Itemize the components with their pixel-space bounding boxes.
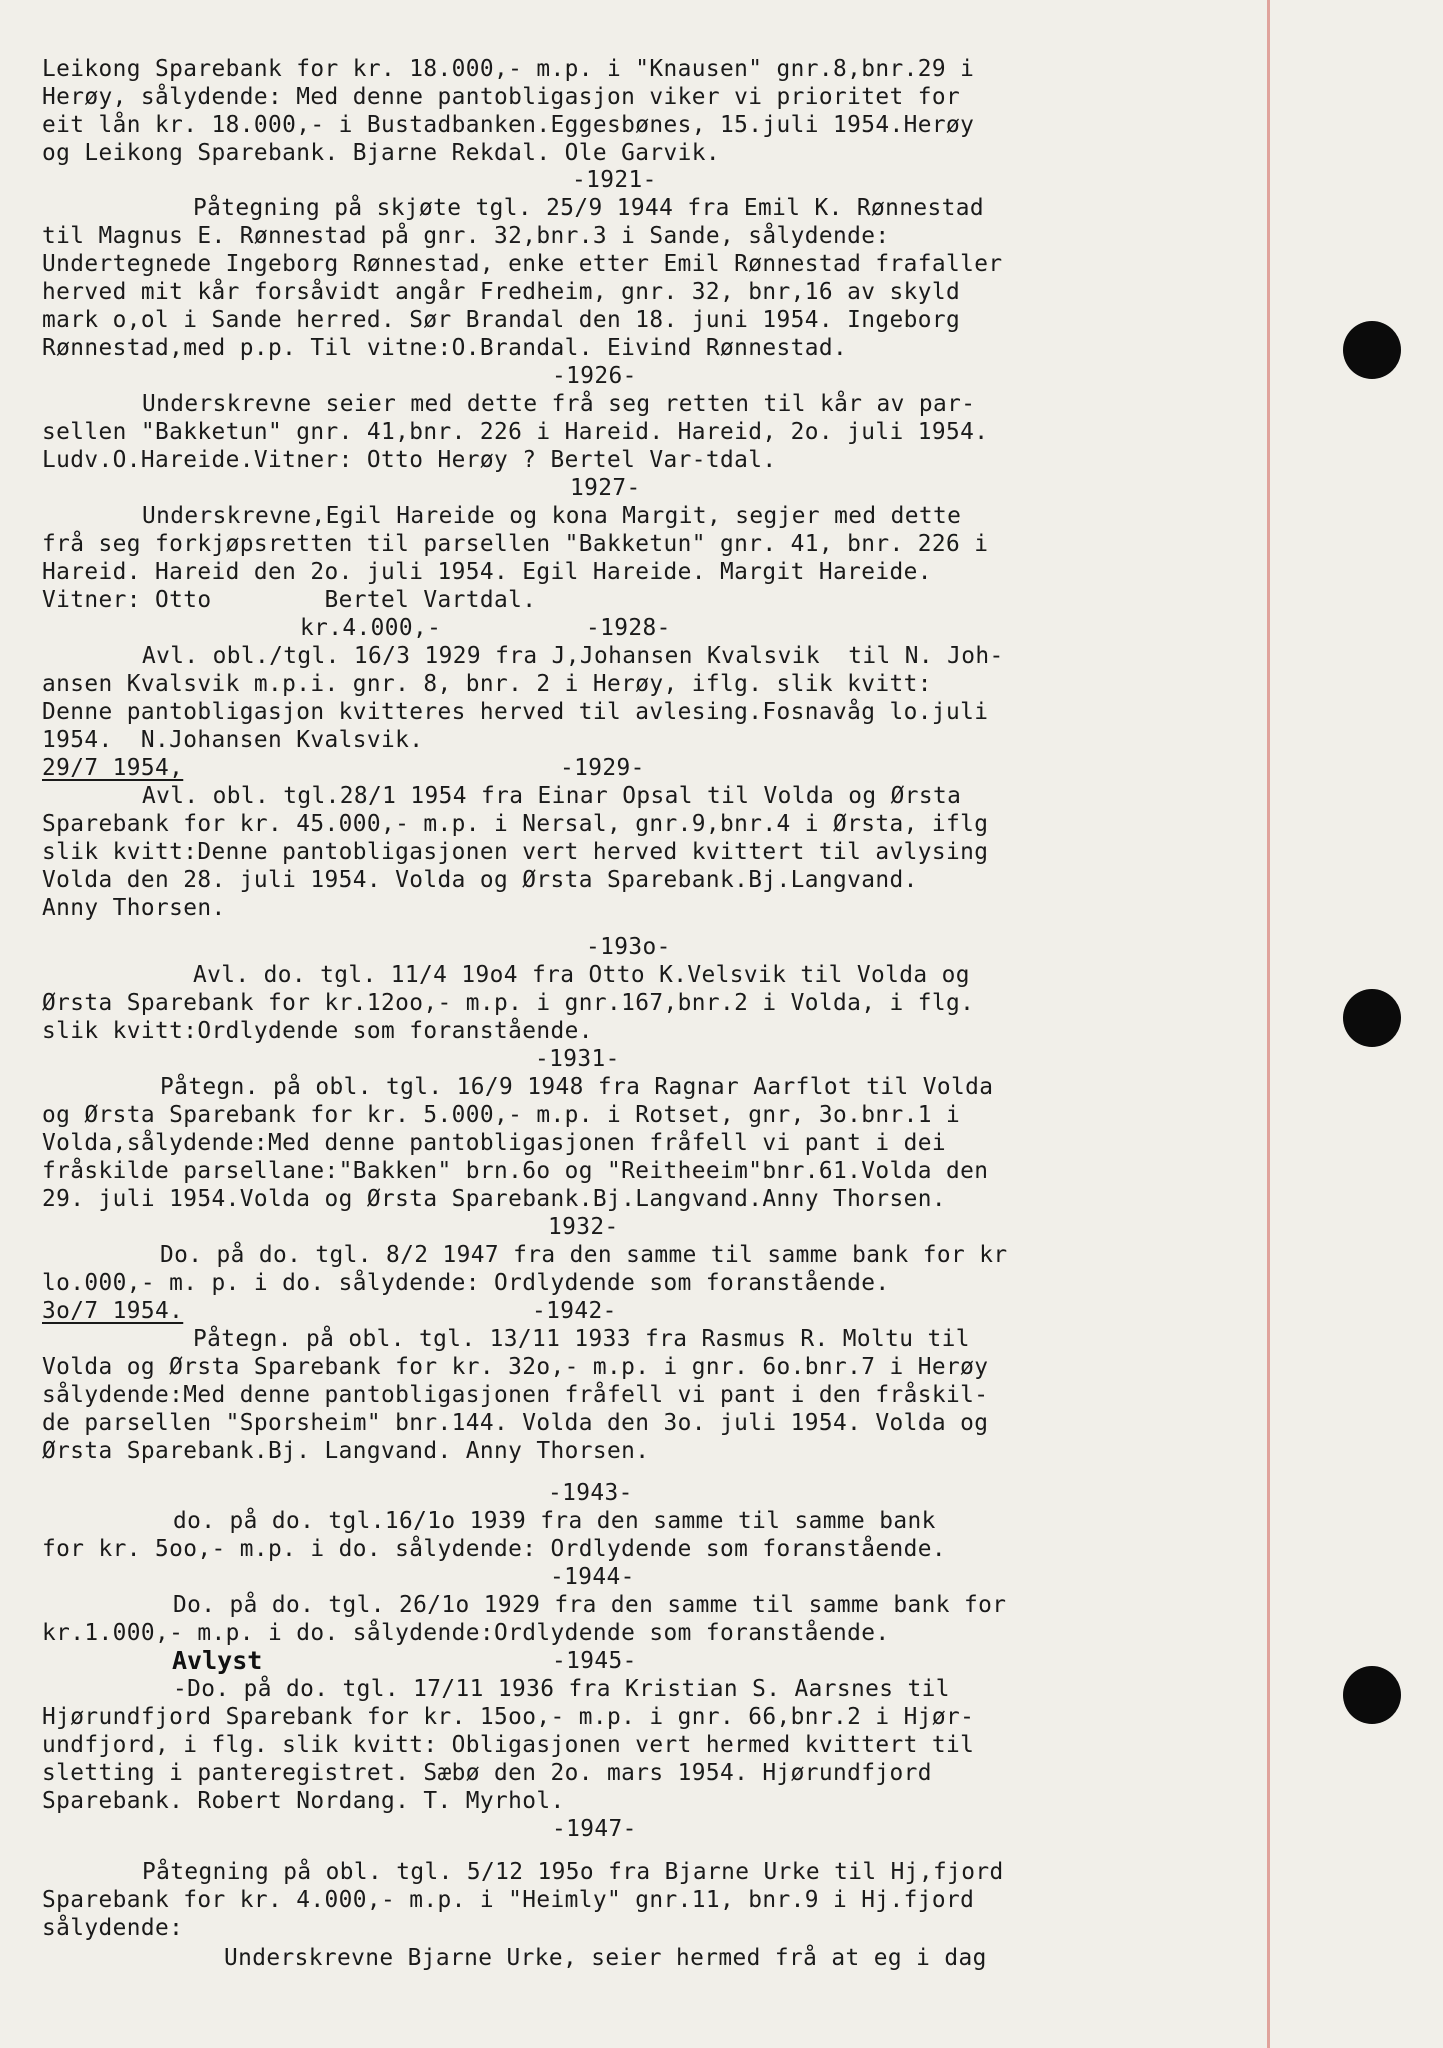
text-line: do. på do. tgl.16/1o 1939 fra den samme til samme bank xyxy=(173,1508,936,1534)
text-line: Undertegnede Ingeborg Rønnestad, enke etter Emil Rønnestad frafaller xyxy=(42,251,1003,277)
text-line: Ørsta Sparebank.Bj. Langvand. Anny Thorsen. xyxy=(42,1438,650,1464)
text-line: eit lån kr. 18.000,- i Bustadbanken.Eggesbønes, 15.juli 1954.Herøy xyxy=(42,112,975,138)
entry-number: -1944- xyxy=(550,1564,635,1590)
date-heading: 29/7 1954, xyxy=(42,755,184,781)
entry-number: -193o- xyxy=(586,934,671,960)
text-line: slik kvitt:Ordlydende som foranstående. xyxy=(42,1018,593,1044)
text-line: Ludv.O.Hareide.Vitner: Otto Herøy ? Bertel Var-tdal. xyxy=(42,447,777,473)
text-line: Do. på do. tgl. 8/2 1947 fra den samme til samme bank for kr xyxy=(160,1242,1008,1268)
text-line: de parsellen "Sporsheim" bnr.144. Volda den 3o. juli 1954. Volda og xyxy=(42,1410,989,1436)
entry-number: -1945- xyxy=(552,1648,637,1674)
entry-number: 1932- xyxy=(548,1214,619,1240)
text-line: Sparebank for kr. 45.000,- m.p. i Nersal, gnr.9,bnr.4 i Ørsta, iflg xyxy=(42,811,989,837)
text-line: Sparebank for kr. 4.000,- m.p. i "Heimly" gnr.11, bnr.9 i Hj.fjord xyxy=(42,1887,975,1913)
text-line: undfjord, i flg. slik kvitt: Obligasjonen vert hermed kvittert til xyxy=(42,1732,975,1758)
text-line: Påtegning på skjøte tgl. 25/9 1944 fra Emil K. Rønnestad xyxy=(193,195,984,221)
avlyst-stamp: Avlyst xyxy=(172,1646,263,1675)
text-line: Hareid. Hareid den 2o. juli 1954. Egil Hareide. Margit Hareide. xyxy=(42,559,932,585)
text-line: Avl. do. tgl. 11/4 19o4 fra Otto K.Velsvik til Volda og xyxy=(193,962,970,988)
text-line: 29. juli 1954.Volda og Ørsta Sparebank.Bj.Langvand.Anny Thorsen. xyxy=(42,1186,946,1212)
text-line: sålydende:Med denne pantobligasjonen fråfell vi pant i den fråskil- xyxy=(42,1382,989,1408)
entry-number: -1926- xyxy=(552,363,637,389)
text-line: for kr. 5oo,- m.p. i do. sålydende: Ordlydende som foranstående. xyxy=(42,1536,946,1562)
text-line: ansen Kvalsvik m.p.i. gnr. 8, bnr. 2 i Herøy, iflg. slik kvitt: xyxy=(42,671,932,697)
entry-number: -1928- xyxy=(586,615,671,641)
text-line: sålydende: xyxy=(42,1915,184,1941)
text-line: -Do. på do. tgl. 17/11 1936 fra Kristian S. Aarsnes til xyxy=(173,1676,950,1702)
text-line: Hjørundfjord Sparebank for kr. 15oo,- m.p. i gnr. 66,bnr.2 i Hjør- xyxy=(42,1704,975,1730)
text-line: Anny Thorsen. xyxy=(42,895,226,921)
text-line: Volda den 28. juli 1954. Volda og Ørsta Sparebank.Bj.Langvand. xyxy=(42,867,918,893)
text-line: Påtegn. på obl. tgl. 16/9 1948 fra Ragnar Aarflot til Volda xyxy=(160,1074,994,1100)
text-line: til Magnus E. Rønnestad på gnr. 32,bnr.3 i Sande, sålydende: xyxy=(42,223,890,249)
text-line: 1954. N.Johansen Kvalsvik. xyxy=(42,727,424,753)
text-line: Underskrevne Bjarne Urke, seier hermed frå at eg i dag xyxy=(224,1945,987,1971)
text-line: Volda og Ørsta Sparebank for kr. 32o,- m.p. i gnr. 6o.bnr.7 i Herøy xyxy=(42,1354,989,1380)
text-line: Herøy, sålydende: Med denne pantobligasjon viker vi prioritet for xyxy=(42,84,961,110)
text-line: sletting i panteregistret. Sæbø den 2o. mars 1954. Hjørundfjord xyxy=(42,1760,932,1786)
text-line: Underskrevne seier med dette frå seg retten til kår av par- xyxy=(142,391,976,417)
text-line: Do. på do. tgl. 26/1o 1929 fra den samme til samme bank for xyxy=(173,1592,1007,1618)
entry-number: -1942- xyxy=(532,1298,617,1324)
text-line: Volda,sålydende:Med denne pantobligasjonen fråfell vi pant i dei xyxy=(42,1130,946,1156)
text-line: Sparebank. Robert Nordang. T. Myrhol. xyxy=(42,1788,565,1814)
entry-number: -1931- xyxy=(535,1046,620,1072)
text-line: Denne pantobligasjon kvitteres herved til avlesing.Fosnavåg lo.juli xyxy=(42,699,989,725)
text-line: Leikong Sparebank for kr. 18.000,- m.p. i "Knausen" gnr.8,bnr.29 i xyxy=(42,56,975,82)
text-line: kr.1.000,- m.p. i do. sålydende:Ordlydende som foranstående. xyxy=(42,1620,890,1646)
text-line: frå seg forkjøpsretten til parsellen "Bakketun" gnr. 41, bnr. 226 i xyxy=(42,531,989,557)
text-line: herved mit kår forsåvidt angår Fredheim, gnr. 32, bnr,16 av skyld xyxy=(42,279,961,305)
date-heading: 3o/7 1954. xyxy=(42,1298,184,1324)
text-line: slik kvitt:Denne pantobligasjonen vert herved kvittert til avlysing xyxy=(42,839,989,865)
text-line: Rønnestad,med p.p. Til vitne:O.Brandal. Eivind Rønnestad. xyxy=(42,335,848,361)
amount-note: kr.4.000,- xyxy=(300,615,442,641)
text-line: Avl. obl./tgl. 16/3 1929 fra J,Johansen Kvalsvik til N. Joh- xyxy=(142,643,1004,669)
entry-number: -1929- xyxy=(560,755,645,781)
text-line: og Ørsta Sparebank for kr. 5.000,- m.p. i Rotset, gnr, 3o.bnr.1 i xyxy=(42,1102,961,1128)
text-line: Ørsta Sparebank for kr.12oo,- m.p. i gnr.167,bnr.2 i Volda, i flg. xyxy=(42,990,975,1016)
entry-number: 1927- xyxy=(570,475,641,501)
text-line: Underskrevne,Egil Hareide og kona Margit, segjer med dette xyxy=(142,503,962,529)
text-line: Vitner: Otto Bertel Vartdal. xyxy=(42,587,537,613)
entry-number: -1947- xyxy=(552,1816,637,1842)
text-line: og Leikong Sparebank. Bjarne Rekdal. Ole Garvik. xyxy=(42,140,720,166)
text-line: sellen "Bakketun" gnr. 41,bnr. 226 i Hareid. Hareid, 2o. juli 1954. xyxy=(42,419,989,445)
text-line: Påtegn. på obl. tgl. 13/11 1933 fra Rasmus R. Moltu til xyxy=(193,1326,970,1352)
text-line: mark o,ol i Sande herred. Sør Brandal den 18. juni 1954. Ingeborg xyxy=(42,307,961,333)
entry-number: -1943- xyxy=(548,1480,633,1506)
text-line: Avl. obl. tgl.28/1 1954 fra Einar Opsal til Volda og Ørsta xyxy=(142,783,962,809)
entry-number: -1921- xyxy=(572,167,657,193)
text-line: lo.000,- m. p. i do. sålydende: Ordlydende som foranstående. xyxy=(42,1270,890,1296)
text-line: fråskilde parsellane:"Bakken" brn.6o og "Reitheeim"bnr.61.Volda den xyxy=(42,1158,989,1184)
text-line: Påtegning på obl. tgl. 5/12 195o fra Bjarne Urke til Hj,fjord xyxy=(142,1859,1004,1885)
